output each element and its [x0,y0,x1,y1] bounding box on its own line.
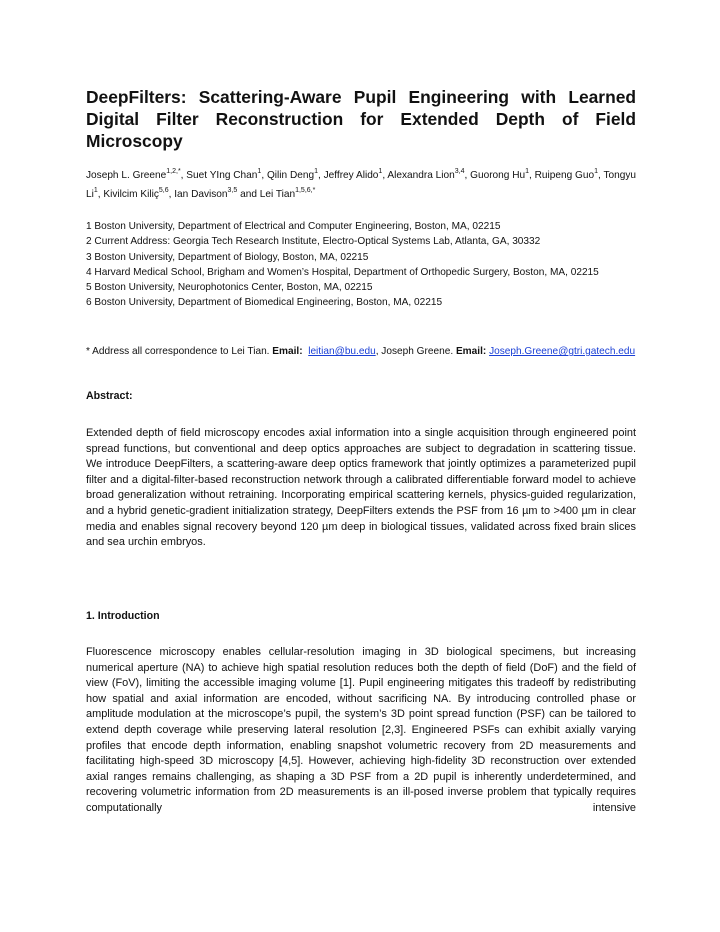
author-affiliation-mark: 1,2,* [166,168,181,175]
author [174,189,237,200]
paper-title: DeepFilters: Scattering-Aware Pupil Engineering with Learned Digital Filter Reconstruction for Extended Depth of Field Microscopy [86,87,636,151]
abstract-heading: Abstract: [86,390,133,402]
author [387,170,464,181]
author [324,170,383,181]
author-affiliation-mark: 1 [378,168,383,175]
affiliation-item: 4 Harvard Medical School, Brigham and Women’s Hospital, Department of Orthopedic Surgery, Boston, MA, 02215 [86,266,599,278]
author-name: Alexandra Lion [387,170,455,181]
author-list: Joseph L. Greene$^{1,2,*}$, Suet YIng Chan$^1$, Qilin Deng$^1$, Jeffrey Alido$^1$, Alexandra Lion$^{3,4}$, Guorong Hu$^1$, Ruipeng Guo$^1$, Tongyu Li$^1$, Kivilcim Kiliç$^{5,6}$, Ian Davison$^{3,5}$ and Lei Tian$^{1,5,6,*}$ [86,168,637,200]
correspondence-note [86,344,636,360]
author [186,170,261,181]
affiliation-list [86,219,636,311]
affiliation-item: 2 Current Address: Georgia Tech Research Institute, Electro-Optical Systems Lab, Atlanta, GA, 30332 [86,236,541,248]
author [535,170,598,181]
affiliation-item: 5 Boston University, Neurophotonics Center, Boston, MA, 02215 [86,282,373,294]
author-name: Ian Davison [174,189,228,200]
author-affiliation-mark: 3,4 [454,168,465,175]
correspondence-prefix: * Address all correspondence to Lei Tian. [86,346,270,357]
author [103,189,168,200]
author-name: Qilin Deng [266,170,315,181]
author-name: Lei Tian [259,189,296,200]
affiliation-item: 6 Boston University, Department of Biomedical Engineering, Boston, MA, 02215 [86,297,443,309]
author [470,170,529,181]
affiliation-item: 1 Boston University, Department of Electrical and Computer Engineering, Boston, MA, 02215 [86,221,501,232]
author [267,170,318,181]
author [86,170,181,181]
introduction-text: Fluorescence microscopy enables cellular-resolution imaging in 3D biological specimens, but increasing numerical aperture (NA) to achieve high spatial resolution reduces both the depth of field (DoF) and the field of view (FoV), limiting the accessible imaging volume [1]. Pupil engineering mitigates this tradeoff by redistributing how spatial and axial information are encoded, without sacrificing NA. By introducing controlled phase or amplitude modulation at the microscope’s pupil, the system’s 3D point spread function (PSF) can be tailored to extend depth coverage while preserving lateral resolution [2,3]. Engineered PSFs can exhibit axially varying profiles that encode depth information, enabling snapshot volumetric recovery from 2D measurements and facilitating high-speed 3D microscopy [4,5]. However, achieving high-fidelity 3D reconstruction over extended axial ranges remains challenging, as shaping a 3D PSF from a 2D pupil is inherently underdetermined, and recovering volumetric information from 2D measurements is an ill-posed inverse problem that typically requires computationally intensive [86,646,636,814]
author-affiliation-mark: 1,5,6,* [295,187,316,194]
email-label: Email: [272,346,303,357]
email-label: Email: [455,346,487,357]
author-affiliation-mark: 5,6 [158,187,169,194]
correspondence-middle: , Joseph Greene. [375,346,454,357]
email-link-joseph-greene[interactable]: Joseph.Greene@gtri.gatech.edu [489,346,636,357]
author-name: Guorong Hu [470,170,526,181]
author-affiliation-mark: 1 [93,187,98,194]
author-name: Jeffrey Alido [323,170,379,181]
author-name: Joseph L. Greene [86,170,167,181]
author [260,189,316,200]
abstract-text: Extended depth of field microscopy encodes axial information into a single acquisition through engineered point spread functions, but conventional and deep optics approaches are subject to degradation in scattering tissue. We introduce DeepFilters, a scattering-aware deep optics framework that jointly optimizes a parameterized pupil filter and a digital-filter-based reconstruction network through a calibrated differentiable forward model to achieve broad generalization without retraining. Incorporating empirical scattering kernels, physics-guided regularization, and a hybrid genetic-gradient initialization strategy, DeepFilters extends the PSF from 16 µm to >400 µm in clear media and enables signal recovery beyond 120 µm deep in biological tissues, validated across fixed brain slices and sea urchin embryos. [86,427,636,549]
affiliation-item: 3 Boston University, Department of Biology, Boston, MA, 02215 [86,251,369,263]
author-affiliation-mark: 1 [257,168,262,175]
author-name: Ruipeng Guo [534,170,595,181]
author-affiliation-mark: 1 [314,168,318,175]
author-affiliation-mark: 1 [594,168,599,175]
email-link-lei-tian[interactable]: leitian@bu.edu [308,346,376,357]
author-name: Tongyu Li [86,170,637,200]
author-name: Kivilcim Kiliç [103,189,159,200]
section-heading-introduction: 1. Introduction [86,610,160,622]
author-name: Suet YIng Chan [186,170,258,181]
author-affiliation-mark: 3,5 [227,187,238,194]
author-affiliation-mark: 1 [525,168,530,175]
